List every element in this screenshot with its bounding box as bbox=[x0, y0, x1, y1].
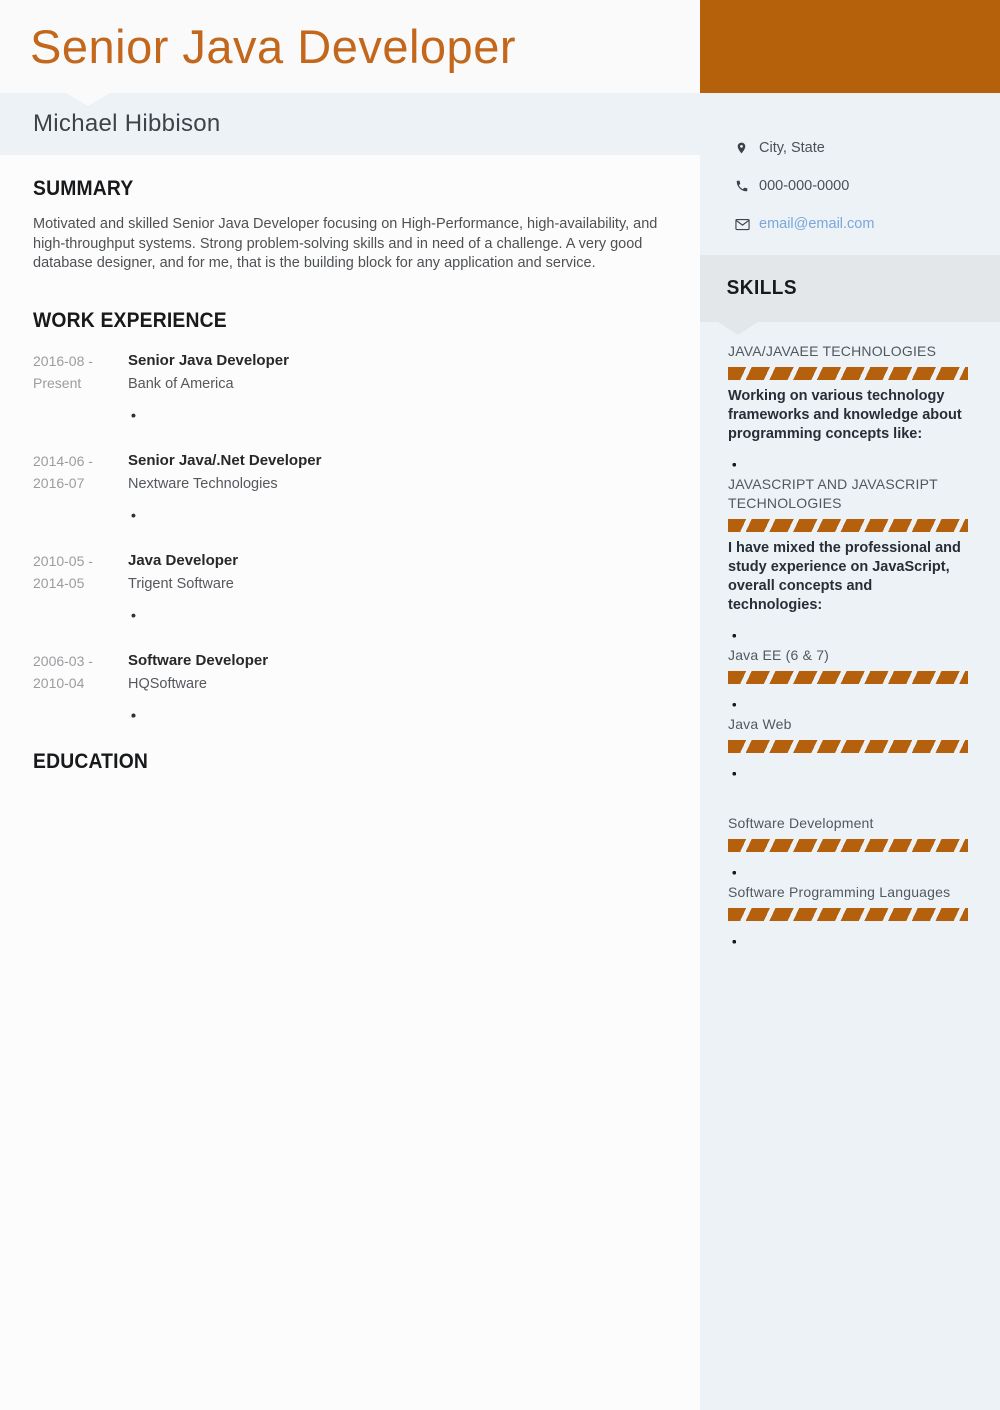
skill-level-stripes bbox=[728, 839, 968, 852]
job-dates bbox=[33, 650, 128, 706]
skill-level-stripes bbox=[728, 740, 968, 753]
education-heading: EDUCATION bbox=[33, 749, 149, 773]
job-date-to: 2014-05 bbox=[33, 574, 85, 591]
phone-icon bbox=[735, 178, 750, 194]
skill-level-stripes bbox=[728, 908, 968, 921]
skill-level-stripes bbox=[728, 671, 968, 684]
job-date-to: Present bbox=[33, 374, 82, 391]
contact-section bbox=[700, 93, 1000, 234]
contact-email-link[interactable]: email@email.com bbox=[759, 216, 875, 232]
summary-text: Motivated and skilled Senior Java Developer focusing on High-Performance, high-availability, and high-throughput systems. Strong problem-solving skills and in need of a challenge. A very good database designer, and for me, that is the building block for any application and service. bbox=[33, 216, 658, 271]
page-header bbox=[0, 0, 700, 93]
skill-item-list bbox=[728, 764, 968, 783]
skill-section bbox=[728, 814, 970, 852]
skill-section-intro: Working on various technology frameworks and knowledge about programming concepts like: bbox=[728, 388, 962, 442]
job-company: Bank of America bbox=[128, 375, 234, 392]
work-experience-heading: WORK EXPERIENCE bbox=[33, 308, 227, 332]
skill-section-heading: Software Development bbox=[728, 815, 874, 832]
skill-section-heading: JAVA/JAVAEE TECHNOLOGIES bbox=[728, 343, 937, 359]
skills-body bbox=[700, 322, 1000, 952]
job-date-from: 2014-06 - bbox=[33, 452, 93, 469]
job-details bbox=[128, 350, 663, 406]
sidebar bbox=[700, 0, 1000, 1410]
job-title: Senior Java Developer bbox=[128, 351, 289, 369]
job-company: Trigent Software bbox=[128, 575, 234, 592]
envelope-icon bbox=[735, 216, 750, 232]
skills-band bbox=[700, 255, 1000, 322]
summary-heading: SUMMARY bbox=[33, 177, 134, 200]
skill-level-stripes bbox=[728, 367, 968, 380]
accent-block bbox=[700, 0, 1000, 93]
skill-level-stripes bbox=[728, 519, 968, 532]
contact-phone: 000-000-0000 bbox=[759, 178, 850, 194]
skills-heading: SKILLS bbox=[726, 277, 798, 299]
job-list bbox=[33, 350, 663, 706]
skill-section-heading: Java EE (6 & 7) bbox=[728, 647, 830, 663]
job-title: Java Developer bbox=[128, 551, 239, 569]
job-date-to: 2016-07 bbox=[33, 474, 85, 491]
contact-phone-row bbox=[735, 176, 980, 196]
job-dates bbox=[33, 450, 128, 506]
person-name: Michael Hibbison bbox=[33, 110, 221, 137]
job-date-from: 2016-08 - bbox=[33, 352, 93, 369]
skill-section-heading: Software Programming Languages bbox=[728, 884, 951, 901]
skill-section bbox=[728, 883, 970, 951]
skill-section bbox=[728, 342, 970, 444]
contact-location: City, State bbox=[759, 140, 825, 156]
job-entry bbox=[33, 450, 663, 506]
job-dates bbox=[33, 550, 128, 606]
main-content bbox=[0, 155, 700, 774]
contact-location-row bbox=[735, 138, 980, 158]
contact-email-row bbox=[735, 214, 980, 234]
skill-item-list bbox=[728, 932, 968, 951]
job-entry bbox=[33, 650, 663, 706]
job-details bbox=[128, 650, 663, 706]
job-details bbox=[128, 550, 663, 606]
skill-section bbox=[728, 646, 970, 684]
skill-section bbox=[728, 475, 970, 615]
skill-section-heading: JAVASCRIPT AND JAVASCRIPT TECHNOLOGIES bbox=[728, 476, 938, 511]
job-date-to: 2010-04 bbox=[33, 674, 85, 691]
job-date-from: 2010-05 - bbox=[33, 552, 93, 569]
job-title: Software Developer bbox=[128, 651, 269, 669]
job-title: Senior Java/.Net Developer bbox=[128, 451, 322, 469]
job-company: HQSoftware bbox=[128, 675, 207, 692]
skill-section bbox=[728, 715, 970, 783]
job-entry bbox=[33, 550, 663, 606]
job-dates bbox=[33, 350, 128, 406]
job-company: Nextware Technologies bbox=[128, 475, 278, 492]
location-pin-icon bbox=[735, 140, 750, 156]
skill-section-intro: I have mixed the professional and study experience on JavaScript, overall concepts and technologies: bbox=[728, 540, 961, 613]
job-date-from: 2006-03 - bbox=[33, 652, 93, 669]
job-entry bbox=[33, 350, 663, 406]
skill-section-heading: Java Web bbox=[728, 716, 792, 732]
job-details bbox=[128, 450, 663, 506]
page-title: Senior Java Developer bbox=[30, 20, 516, 73]
